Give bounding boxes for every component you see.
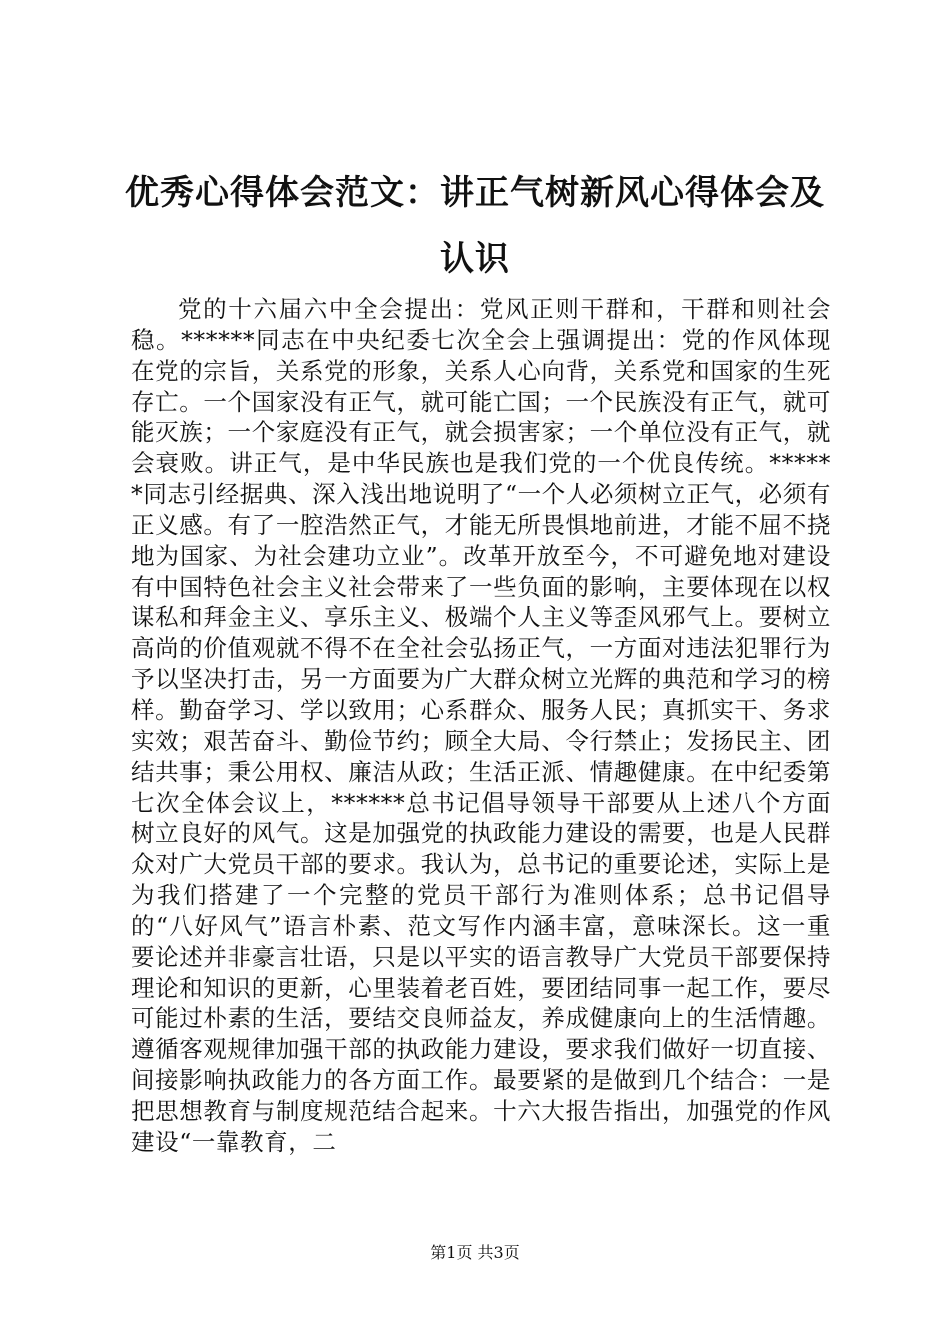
document-title: 优秀心得体会范文：讲正气树新风心得体会及认识 bbox=[125, 173, 825, 279]
page-footer: 第1页 共3页 bbox=[430, 1243, 520, 1262]
body-paragraph: 党的十六届六中全会提出：党风正则干群和，干群和则社会稳。******同志在中央纪委七次全会上强调提出：党的作风体现在党的宗旨，关系党的形象，关系人心向背，关系党和国家的生死存亡。一个国家没有正气，就可能亡国；一个民族没有正气，就可能灭族；一个家庭没有正气，就会损害家；一个单位没有正气，就会衰败。讲正气，是中华民族也是我们党的一个优良传统。******同志引经据典、深入浅出地说明了“一个人必须树立正气，必须有正义感。有了一腔浩然正气，才能无所畏惧地前进，才能不屈不挠地为国家、为社会建功立业”。改革开放至今，不可避免地对建设有中国特色社会主义社会带来了一些负面的影响，主要体现在以权谋私和拜金主义、享乐主义、极端个人主义等歪风邪气上。要树立高尚的价值观就不得不在全社会弘扬正气，一方面对违法犯罪行为予以坚决打击，另一方面要为广大群众树立光辉的典范和学习的榜样。勤奋学习、学以致用；心系群众、服务人民；真抓实干、务求实效；艰苦奋斗、勤俭节约；顾全大局、令行禁止；发扬民主、团结共事；秉公用权、廉洁从政；生活正派、情趣健康。在中纪委第七次全体会议上，******总书记倡导领导干部要从上述八个方面树立良好的风气。这是加强党的执政能力建设的需要，也是人民群众对广大党员干部的要求。我认为，总书记的重要论述，实际上是为我们搭建了一个完整的党员干部行为准则体系；总书记倡导的“八好风气”语言朴素、范文写作内涵丰富，意味深长。这一重要论述并非豪言壮语，只是以平实的语言教导广大党员干部要保持理论和知识的更新，心里装着老百姓，要团结同事一起工作，要尽可能过朴素的生活，要结交良师益友，养成健康向上的生活情趣。遵循客观规律加强干部的执政能力建设，要求我们做好一切直接、间接影响执政能力的各方面工作。最要紧的是做到几个结合：一是把思想教育与制度规范结合起来。十六大报告指出，加强党的作风建设“一靠教育，二 bbox=[131, 295, 831, 1156]
